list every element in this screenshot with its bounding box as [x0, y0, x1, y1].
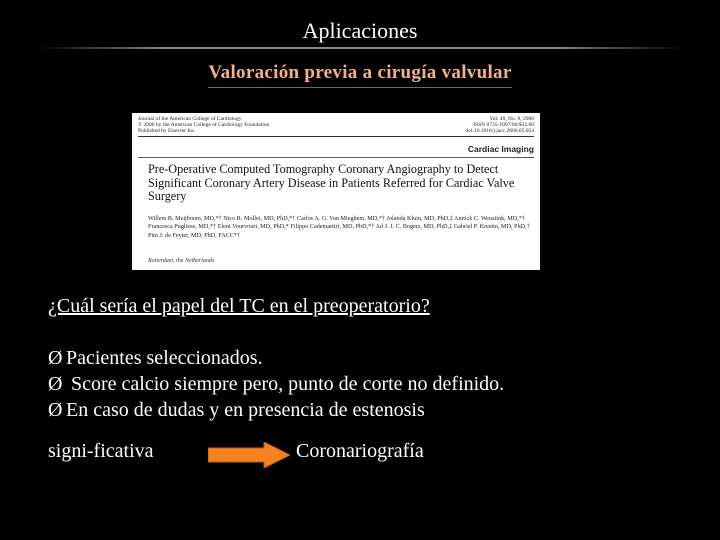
reference-line: Vol. 48, No. 8, 2006	[489, 116, 534, 122]
journal-line: © 2006 by the American College of Cardiology Foundation	[138, 122, 270, 129]
paper-rule-top	[138, 136, 534, 137]
paper-location: Rotterdam, the Netherlands	[148, 258, 215, 264]
bullet-list	[48, 345, 708, 423]
right-arrow-icon	[208, 442, 290, 468]
journal-line: Published by Elsevier Inc.	[138, 128, 196, 135]
arrow-bullet-icon: Ø	[48, 347, 63, 369]
bullet-text: En caso de dudas y en presencia de estenosis	[66, 399, 425, 421]
paper-authors: Willem B. Meijboom, MD,*† Nico R. Mollet, MD, PhD,*† Carlos A. G. Van Mieghem, MD,*† Jolanda Kluin, MD, PhD,‡ Annick C. Weustink, MD,*† Francesca Pugliese, MD,*† Eleni Vourvouri, MD, PhD,* Filippo Cademartiri, MD, PhD,*† Ad J. J. C. Bogers, MD, PhD,‡ Gabriel P. Krestin, MD, PhD,† Pim J. de Feyter, MD, PhD, FACC*†	[148, 215, 530, 239]
bullet-text: Pacientes seleccionados.	[66, 347, 263, 369]
slide-title: Aplicaciones	[302, 18, 418, 43]
continuation-text: signi-ficativa	[48, 440, 154, 462]
paper-section-label: Cardiac Imaging	[467, 144, 534, 154]
reference-line: ISSN 0735-1097/06/$32.00	[473, 122, 534, 129]
reference-line: doi:10.1016/j.jacc.2006.05.054	[465, 128, 534, 135]
arrow-bullet-icon: Ø	[48, 399, 63, 421]
bullet-text: Score calcio siempre pero, punto de corte no definido.	[66, 373, 505, 395]
list-item	[48, 397, 708, 423]
result-text: Coronariografía	[296, 440, 424, 462]
list-item	[48, 371, 708, 397]
slide-subtitle: Valoración previa a cirugía valvular	[208, 62, 511, 88]
paper-rule-bottom	[138, 157, 534, 158]
journal-info	[138, 116, 358, 135]
title-divider	[38, 47, 684, 49]
paper-title: Pre-Operative Computed Tomography Coronary Angiography to Detect Significant Coronary Artery Disease in Patients Referred for Cardiac Valve Surgery	[148, 162, 515, 204]
subtitle-container	[0, 62, 720, 88]
arrow-bullet-icon: Ø	[48, 373, 63, 395]
question-text: ¿Cuál sería el papel del TC en el preoperatorio?	[48, 295, 430, 317]
journal-line: Journal of the American College of Cardiology	[138, 116, 242, 122]
list-item	[48, 345, 708, 371]
paper-header-image	[132, 113, 540, 270]
journal-reference	[384, 116, 534, 135]
